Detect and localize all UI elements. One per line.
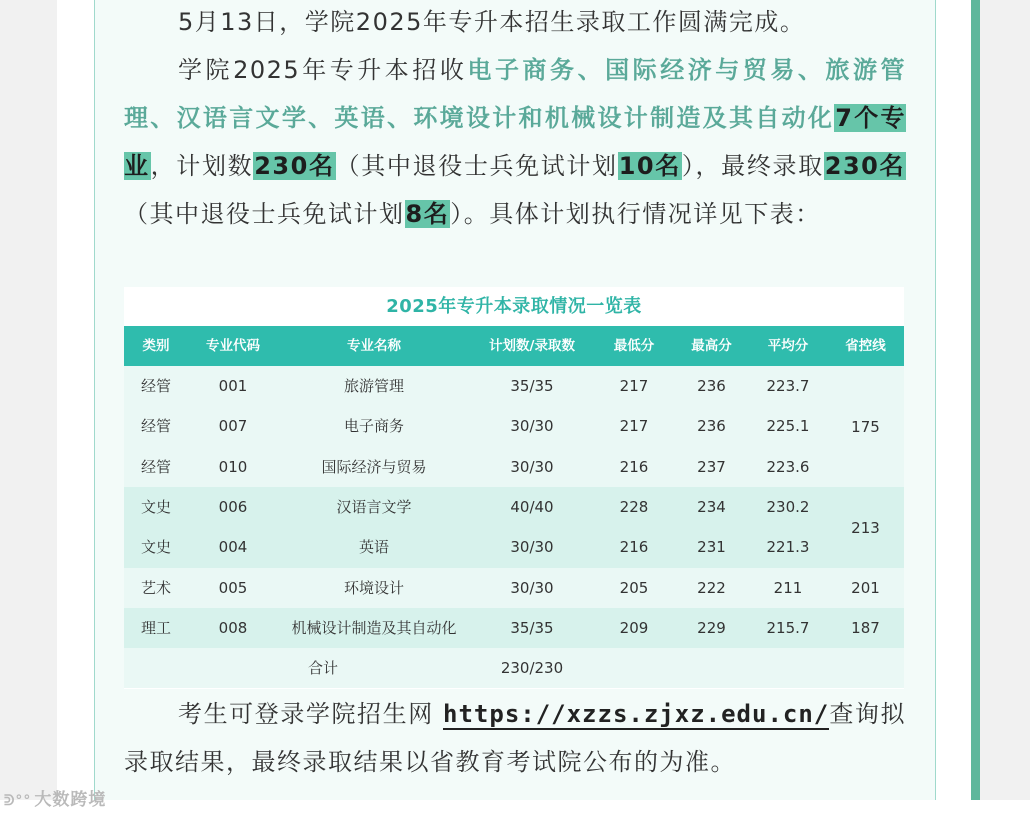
cell-plan: 30/30 [510,457,554,476]
veteran-plan-badge: 10名 [618,152,681,180]
table-total-row [124,648,904,688]
cell-avg: 230.2 [766,498,810,516]
cell-code: 008 [218,618,248,637]
table-row [124,366,904,406]
cell-code: 006 [218,498,248,516]
intro-text: ）。具体计划执行情况详见下表： [450,200,821,228]
cell-min: 217 [619,377,649,395]
cell-min: 216 [619,538,649,557]
control-line-business: 175 [851,417,880,436]
footer-paragraph [124,690,906,786]
table-row [124,447,904,487]
cell-major: 环境设计 [343,578,404,597]
control-line-art: 201 [851,578,880,597]
cell-code: 001 [218,377,248,395]
table-row [124,608,904,648]
cell-avg: 215.7 [766,618,810,637]
cell-max: 237 [697,457,726,476]
cell-category: 文史 [140,538,171,557]
cell-plan: 40/40 [510,498,554,516]
watermark-logo-icon: ᕲ°° [4,793,32,809]
total-value: 230/230 [500,659,564,678]
admissions-link[interactable]: https://xzzs.zjxz.edu.cn/ [443,700,830,728]
cell-plan: 30/30 [510,417,554,436]
cell-max: 222 [697,578,726,597]
header-control-line: 省控线 [845,338,886,354]
watermark [4,785,106,810]
watermark-text: 大数跨境 [34,790,107,810]
cell-min: 216 [619,457,649,476]
cell-code: 010 [218,457,248,476]
right-accent-bar [971,0,980,800]
header-avg: 平均分 [767,338,809,354]
intro-line: 5月13日，学院2025年专升本招生录取工作圆满完成。 [178,8,806,36]
header-min: 最低分 [613,338,655,354]
cell-avg: 223.7 [766,377,810,395]
cell-max: 236 [697,417,726,436]
cell-plan: 35/35 [510,377,554,395]
bottom-strip [0,800,1030,818]
cell-major: 电子商务 [343,417,404,436]
table-row [124,568,904,608]
intro-text: 学院2025年专升本招收 [178,56,468,84]
cell-major: 英语 [358,538,389,557]
veteran-admit-badge: 8名 [405,200,450,228]
intro-text: ），最终录取 [681,152,824,180]
header-major: 专业名称 [347,338,401,354]
cell-avg: 211 [773,578,803,597]
cell-code: 005 [218,578,248,597]
cell-category: 经管 [140,377,171,395]
cell-min: 228 [619,498,649,516]
cell-code: 004 [218,538,248,557]
majors-highlight: 电子商务、国际经济与贸易、旅游管理、汉语言文学、英语、环境设计和机械设计制造及其自动化 [124,56,907,132]
control-line-liberal-arts: 213 [851,518,880,537]
admit-count-badge: 230名 [824,152,906,180]
header-category: 类别 [142,338,170,354]
cell-category: 艺术 [140,578,171,597]
table-title: 2025年专升本录取情况一览表 [386,296,642,317]
cell-plan: 30/30 [510,538,554,557]
cell-major: 汉语言文学 [336,498,412,516]
cell-avg: 223.6 [766,457,810,476]
cell-plan: 35/35 [510,618,554,637]
header-code: 专业代码 [206,338,260,354]
table-row [124,406,904,446]
cell-min: 205 [619,578,649,597]
admission-table [124,287,904,689]
cell-max: 231 [697,538,726,557]
major-count-badge: 7个专业 [124,104,907,180]
cell-category: 文史 [140,498,171,516]
cell-major: 机械设计制造及其自动化 [291,618,457,637]
footer-text: 查询拟录取结果，最终录取结果以省教育考试院公布的为准。 [124,700,906,776]
cell-avg: 225.1 [766,417,810,436]
cell-plan: 30/30 [510,578,554,597]
cell-max: 229 [697,618,726,637]
cell-category: 经管 [140,457,171,476]
header-max: 最高分 [691,338,732,354]
intro-text: （其中退役士兵免试计划 [124,200,405,228]
cell-max: 236 [697,377,726,395]
cell-max: 234 [697,498,726,516]
intro-text: ，计划数 [150,152,254,180]
table-row [124,487,904,527]
cell-major: 国际经济与贸易 [321,457,427,476]
intro-text: （其中退役士兵免试计划 [335,152,618,180]
footer-text: 考生可登录学院招生网 [178,700,444,728]
cell-category: 理工 [140,618,171,637]
header-plan: 计划数/录取数 [489,338,575,354]
table-row [124,527,904,567]
intro-paragraph [124,46,906,238]
total-label: 合计 [307,659,338,678]
cell-code: 007 [218,417,248,436]
cell-major: 旅游管理 [343,377,404,395]
cell-category: 经管 [140,417,171,436]
cell-avg: 221.3 [766,538,810,557]
control-line-engineering: 187 [851,618,880,637]
cell-min: 217 [619,417,649,436]
cell-min: 209 [619,618,649,637]
plan-count-badge: 230名 [254,152,335,180]
table-header-row [124,326,904,366]
